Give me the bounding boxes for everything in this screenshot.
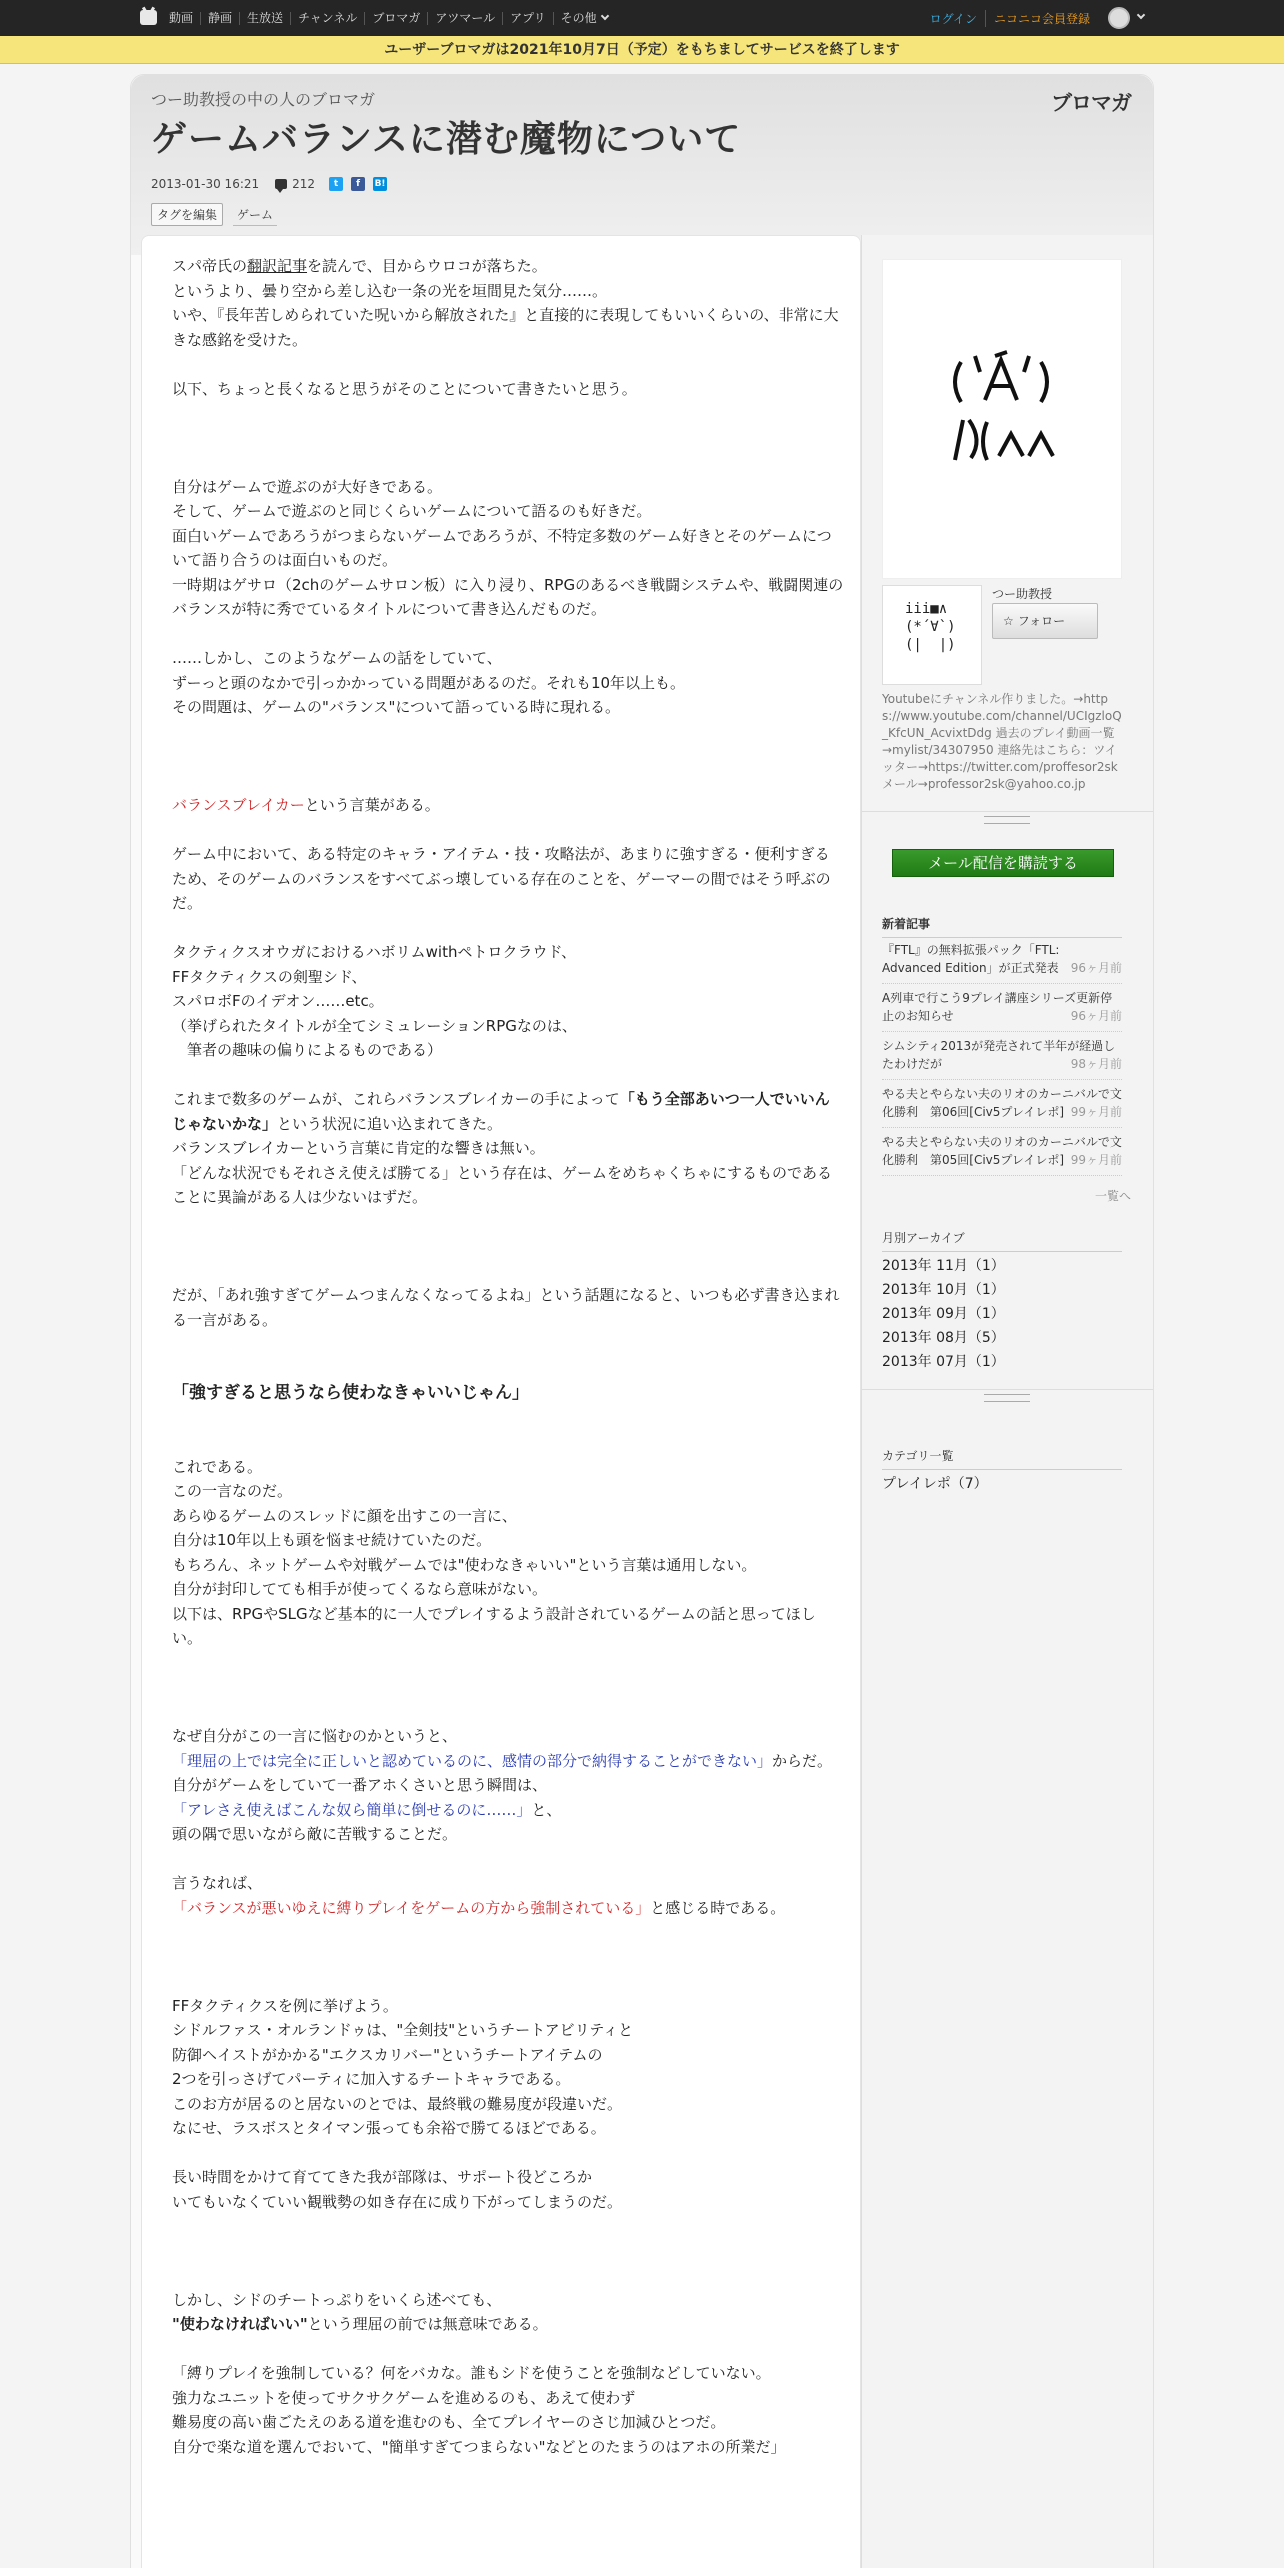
register-link[interactable]: ニコニコ会員登録 <box>993 11 1090 26</box>
top-navigation-bar <box>0 0 1284 36</box>
comment-count[interactable]: 212 <box>292 177 316 191</box>
news-title: シムシティ2013が発売されて半年が経過したわけだが <box>882 1039 1116 1071</box>
blomaga-brand-logo[interactable]: ブロマガ <box>1051 91 1131 115</box>
news-item[interactable] <box>882 941 1122 984</box>
text-segment: という状況に追い込まれてきた。 バランスブレイカーという言葉に肯定的な響きは無い。 「どんな状況でもそれさえ使えば勝てる」という存在は、ゲームをめちゃくちゃにするものであることに異論がある人は少ないはずだ。 だが、「あれ強すぎてゲームつまんなくなってるよね」という話題になると、いつも必ず書き込まれる一言がある。 <box>172 1114 840 1329</box>
star-icon: ☆ <box>1003 614 1014 628</box>
niconico-logo-icon[interactable] <box>140 10 157 25</box>
follow-button[interactable] <box>992 603 1098 639</box>
text-segment: と感じる時である。 FFタクティクスを例に挙げよう。 シドルファス・オルランドゥは、"全剣技"というチートアビリティと 防御ヘイストがかかる"エクスカリバー"というチートアイテムの 2つを引っさげてパーティに加入するチートキャラである。 このお方が居るのと居ないのとでは、最終戦の難易度が段違いだ。 なにせ、ラスボスとタイマン張っても余裕で勝てるほどである。 長い時間をかけて育ててきた我が部隊は、サポート役どころか いてもいなくていい観戦勢の如き存在に成り下がってしまうのだ。 しかし、シドのチートっぷりをいくら述べても、 <box>172 1898 786 2309</box>
category-link[interactable]: プレイレポ（7） <box>882 1476 988 1492</box>
tag-area <box>151 203 277 226</box>
blue-emphasis: 「アレさえ使えばこんな奴ら簡単に倒せるのに……」 <box>172 1800 532 1819</box>
twitter-share-icon[interactable]: t <box>329 177 343 191</box>
text-segment: からだ。 自分がゲームをしていて一番アホくさいと思う瞬間は、 <box>172 1751 833 1794</box>
author-icon[interactable]: iii■∧ (*´∀`) (| |) <box>882 585 982 685</box>
nav-seiga[interactable]: 静画 <box>200 12 239 25</box>
news-title: やる夫とやらない夫のリオのカーニバルで文化勝利 第06回[Civ5プレイレポ] <box>882 1087 1122 1119</box>
news-age: 99ヶ月前 <box>1070 1153 1122 1167</box>
news-age: 98ヶ月前 <box>1070 1057 1122 1071</box>
service-end-notice: ユーザーブロマガは2021年10月7日（予定）をもちましてサービスを終了します <box>0 36 1284 64</box>
nav-live[interactable]: 生放送 <box>239 12 290 25</box>
account-area <box>930 0 1144 36</box>
hatena-bookmark-icon[interactable]: B! <box>374 179 386 189</box>
text-segment: これである。 この一言なのだ。 あらゆるゲームのスレッドに顔を出すこの一言に、 自分は10年以上も頭を悩ませ続けていたのだ。 もちろん、ネットゲームや対戦ゲームでは"使わなきゃいい"という言葉は通用しない。 自分が封印してても相手が使ってくるなら意味がない。 以下は、RPGやSLGなど基本的に一人でプレイするよう設計されているゲームの話と思ってほしい。 なぜ自分がこの一言に悩むのかというと、 <box>172 1457 816 1745</box>
category-heading: カテゴリ一覧 <box>882 1447 1122 1470</box>
author-bio: Youtubeにチャンネル作りました。→https://www.youtube.com/channel/UCIgzloQ_KfcUN_AcvixtDdg 過去のプレイ動画一覧→mylist/34307950 連絡先はこちら：ツイッター→https://twitter.com/proffesor2sk メール→professor2sk@yahoo.co.jp <box>882 692 1122 791</box>
author-box <box>882 585 1122 685</box>
news-age: 96ヶ月前 <box>1070 961 1122 975</box>
news-age: 96ヶ月前 <box>1070 1009 1122 1023</box>
nav-more-label: その他 <box>560 10 597 25</box>
article-body <box>172 254 844 2459</box>
archive-link[interactable]: 2013年 11月（1） <box>882 1258 1005 1274</box>
account-chevron-down-icon[interactable] <box>1137 11 1145 19</box>
article-date: 2013-01-30 16:21 <box>151 177 260 191</box>
news-item[interactable] <box>882 1133 1122 1176</box>
text-segment: を読んで、目からウロコが落ちた。 というより、曇り空から差し込む一条の光を垣間見た気分……。 いや、『長年苦しめられていた呪いから解放された』と直接的に表現してもいいくらいの、非常に大きな感銘を受けた。 以下、ちょっと長くなると思うがそのことについて書きたいと思う。 自分はゲームで遊ぶのが大好きである。 そして、ゲームで遊ぶのと同じくらいゲームについて語るのも好きだ。 面白いゲームであろうがつまらないゲームであろうが、不特定多数のゲーム好きとそのゲームについて語り合うのは面白いものだ。 一時期はゲサロ（2chのゲームサロン板）に入り浸り、RPGのあるべき戦闘システムや、戦闘関連のバランスが特に秀でているタイトルについて書き込んだものだ。 ……しかし、このようなゲームの話をしていて、 ずーっと頭のなかで引っかかっている問題があるのだ。それも10年以上も。 その問題は、ゲームの"バランス"について語っている時に現れる。 <box>172 257 844 716</box>
text-segment: という理屈の前では無意味である。 「縛りプレイを強制している？何をバカな。誰もシドを使うことを強制などしていない。 強力なユニットを使ってサクサクゲームを進めるのも、あえて使わず 難易度の高い歯ごたえのある道を進むのも、全てプレイヤーのさじ加減ひとつだ。 自分で楽な道を選んでおいて、"簡単すぎてつまらない"などとのたまうのはアホの所業だ」 <box>172 2315 786 2456</box>
section-divider <box>862 1389 1153 1403</box>
comment-icon <box>275 179 287 189</box>
kaomoji-illustration <box>883 260 1121 578</box>
archive-link[interactable]: 2013年 08月（5） <box>882 1330 1005 1346</box>
translation-article-link[interactable]: 翻訳記事 <box>247 257 308 275</box>
sidebar <box>861 235 1153 2568</box>
blog-name[interactable]: つー助教授の中の人のブロマガ <box>151 90 376 109</box>
news-title: A列車で行こう9プレイ講座シリーズ更新停止のお知らせ <box>882 991 1113 1023</box>
archive-link[interactable]: 2013年 07月（1） <box>882 1354 1005 1370</box>
emphasis-text: "使わなければいい" <box>172 2315 308 2333</box>
author-name[interactable]: つー助教授 <box>992 587 1053 601</box>
nav-channel[interactable]: チャンネル <box>290 12 364 25</box>
archive-link[interactable]: 2013年 10月（1） <box>882 1282 1005 1298</box>
news-age: 99ヶ月前 <box>1070 1105 1122 1119</box>
text-segment: と、 頭の隅で思いながら敵に苦戦することだ。 言うなれば、 <box>172 1800 562 1892</box>
text-segment: という言葉がある。 ゲーム中において、ある特定のキャラ・アイテム・技・攻略法が、あまりに強すぎる・便利すぎるため、そのゲームのバランスをすべてぶっ壊している存在のことを、ゲーマーの間ではそう呼ぶのだ。 タクティクスオウガにおけるハボリムwithペトロクラウド、 FFタクティクスの剣聖シド、 スパロボFのイデオン……etc。 （挙げられたタイトルが全てシミュレーションRPGなのは、 筆者の趣味の偏りによるものである） これまで数多のゲームが、これらバランスブレイカーの手によって <box>172 796 831 1108</box>
edit-tags-button[interactable]: タグを編集 <box>151 203 223 226</box>
balance-breaker-term: バランスブレイカー <box>172 796 305 814</box>
nav-app[interactable]: アプリ <box>502 12 553 25</box>
nav-more[interactable] <box>553 12 615 25</box>
emphasis-text: 「もう全部あいつ一人でいいんじゃないかな」 <box>172 1090 830 1133</box>
article-container <box>141 235 861 2568</box>
subscribe-email-button[interactable]: メール配信を購読する <box>892 849 1114 877</box>
facebook-share-icon[interactable]: f <box>351 177 365 191</box>
red-emphasis: 「バランスが悪いゆえに縛りプレイをゲームの方から強制されている」 <box>172 1898 651 1917</box>
tag-game[interactable]: ゲーム <box>233 204 277 226</box>
nav-atsumaru[interactable]: アツマール <box>427 12 502 25</box>
news-item[interactable] <box>882 1037 1122 1080</box>
news-title: 『FTL』の無料拡張パック「FTL: Advanced Edition」が正式発表 <box>882 943 1060 975</box>
archive-heading: 月別アーカイブ <box>882 1229 1122 1252</box>
article-text <box>172 254 844 2459</box>
blog-header <box>131 75 1153 255</box>
news-item[interactable] <box>882 1085 1122 1128</box>
article-title: ゲームバランスに潜む魔物について <box>151 119 742 160</box>
follow-label: フォロー <box>1017 614 1066 628</box>
nav-blomaga[interactable]: ブロマガ <box>364 12 427 25</box>
service-nav <box>162 0 615 36</box>
archive-link[interactable]: 2013年 09月（1） <box>882 1306 1005 1322</box>
section-divider <box>862 811 1153 825</box>
news-more-link[interactable]: 一覧へ <box>1094 1189 1131 1203</box>
blue-emphasis: 「理屈の上では完全に正しいと認めているのに、感情の部分で納得することができない」 <box>172 1751 773 1770</box>
news-heading: 新着記事 <box>882 915 1122 938</box>
profile-image <box>882 259 1122 579</box>
text-segment: スパ帝氏の <box>172 257 248 275</box>
chevron-down-icon <box>600 11 608 19</box>
login-link[interactable]: ログイン <box>930 10 986 27</box>
key-quote: 「強すぎると思うなら使わなきゃいいじゃん」 <box>172 1383 529 1403</box>
blog-frame <box>130 74 1154 2568</box>
article-meta <box>151 177 387 191</box>
nav-douga[interactable]: 動画 <box>169 10 194 25</box>
avatar[interactable] <box>1108 7 1130 29</box>
news-title: やる夫とやらない夫のリオのカーニバルで文化勝利 第05回[Civ5プレイレポ] <box>882 1135 1122 1167</box>
news-item[interactable] <box>882 989 1122 1032</box>
